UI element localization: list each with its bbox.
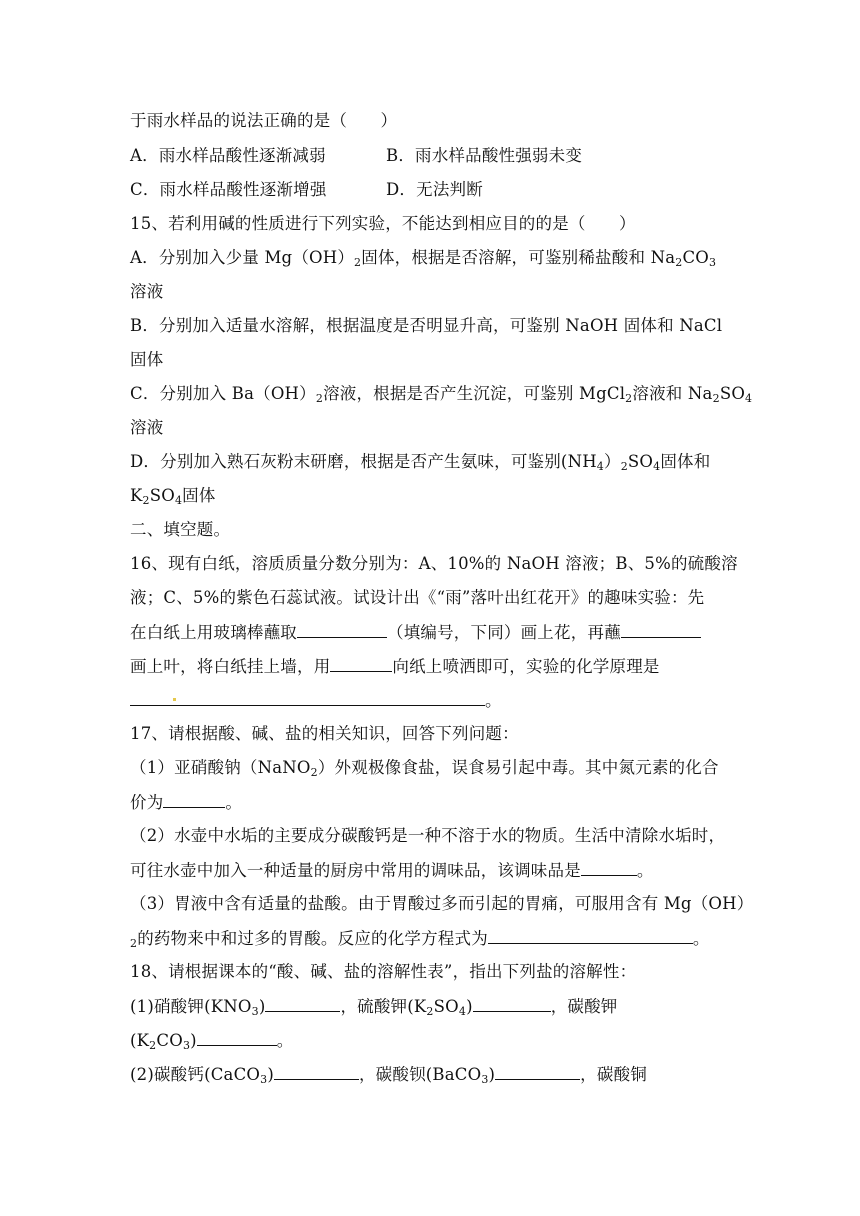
answer-blank[interactable] [265, 995, 340, 1012]
question-17-stem: 17、请根据酸、碱、盐的相关知识，回答下列问题： [130, 724, 519, 743]
question-18-part-2: (2)碳酸钙(CaCO$_3$) ，碳酸钡(BaCO$_3$) ，碳酸铜 [130, 1065, 647, 1086]
answer-blank[interactable] [297, 621, 387, 638]
section-heading-fill-in: 二、填空题。 [130, 520, 231, 539]
question-16-line-1: 16、现有白纸，溶质质量分数分别为：A、10%的 NaOH 溶液；B、5%的硫酸溶 [130, 554, 738, 573]
question-15-option-d-cont: $K_2SO_4$固体 [130, 486, 216, 507]
question-17-part-3-cont: $_2$的药物来中和过多的胃酸。反应的化学方程式为 。 [130, 929, 710, 950]
question-15-option-c: C．分别加入 $Ba(OH)_2$溶液，根据是否产生沉淀，可鉴别 MgCl$_2$溶液和 $Na_2SO_4$ [130, 384, 753, 405]
highlight-mark [173, 698, 176, 701]
answer-blank[interactable] [330, 655, 392, 672]
question-16-line-5: 。 [130, 689, 502, 712]
question-15-option-d: D．分别加入熟石灰粉末研磨，根据是否产生氨味，可鉴别$(NH_4)_2SO_4$固体和 [130, 452, 711, 473]
question-14-stem-continuation: 于雨水样品的说法正确的是（ ） [130, 111, 398, 130]
option-c: C．雨水样品酸性逐渐增强 [130, 180, 327, 199]
question-17-part-3: （3）胃液中含有适量的盐酸。由于胃酸过多而引起的胃痛，可服用含有 Mg（OH） [130, 894, 754, 913]
question-14-options-cd [130, 179, 730, 201]
question-15-option-a: A．分别加入少量 $Mg(OH)_2$固体，根据是否溶解，可鉴别稀盐酸和 $Na_2CO_3$ [130, 248, 717, 269]
question-14-options-ab [130, 145, 730, 167]
question-15-stem: 15、若利用碱的性质进行下列实验，不能达到相应目的的是（ ） [130, 214, 636, 233]
question-15-option-b: B．分别加入适量水溶解，根据温度是否明显升高，可鉴别 NaOH 固体和 NaCl [130, 316, 723, 335]
answer-blank[interactable] [130, 689, 485, 706]
option-b: B．雨水样品酸性强弱未变 [386, 146, 583, 165]
answer-blank[interactable] [621, 621, 701, 638]
option-d: D．无法判断 [386, 180, 483, 199]
question-17-part-1-cont: 价为 。 [130, 793, 243, 812]
answer-blank[interactable] [163, 791, 225, 808]
question-15-option-a-cont: 溶液 [130, 282, 164, 301]
question-18-part-1-cont: $(K_2CO_3)$ 。 [130, 1031, 294, 1052]
question-18-stem: 18、请根据课本的“酸、碱、盐的溶解性表”，指出下列盐的溶解性： [130, 962, 637, 981]
answer-blank[interactable] [495, 1063, 580, 1080]
answer-blank[interactable] [581, 859, 637, 876]
question-17-part-2: （2）水壶中水垢的主要成分碳酸钙是一种不溶于水的物质。生活中清除水垢时， [130, 826, 726, 845]
question-17-part-2-cont: 可往水壶中加入一种适量的厨房中常用的调味品，该调味品是 。 [130, 861, 654, 880]
answer-blank[interactable] [488, 927, 693, 944]
question-15-option-c-cont: 溶液 [130, 418, 164, 437]
answer-blank[interactable] [274, 1063, 359, 1080]
question-16-line-3: 在白纸上用玻璃棒蘸取 （填编号，下同）画上花，再蘸 [130, 621, 701, 644]
answer-blank[interactable] [197, 1029, 277, 1046]
answer-blank[interactable] [473, 995, 551, 1012]
question-15-option-b-cont: 固体 [130, 350, 164, 369]
option-a: A．雨水样品酸性逐渐减弱 [130, 146, 326, 165]
question-16-line-2: 液；C、5%的紫色石蕊试液。试设计出《“雨”落叶出红花开》的趣味实验：先 [130, 588, 705, 607]
question-18-part-1: (1)硝酸钾$(KNO_3)$ ，硫酸钾$(K_2SO_4)$ ，碳酸钾 [130, 997, 618, 1018]
question-17-part-1: （1）亚硝酸钠（NaNO$_2$）外观极像食盐，误食易引起中毒。其中氮元素的化合 [130, 758, 719, 779]
question-16-line-4: 画上叶，将白纸挂上墙，用 向纸上喷洒即可，实验的化学原理是 [130, 657, 660, 676]
